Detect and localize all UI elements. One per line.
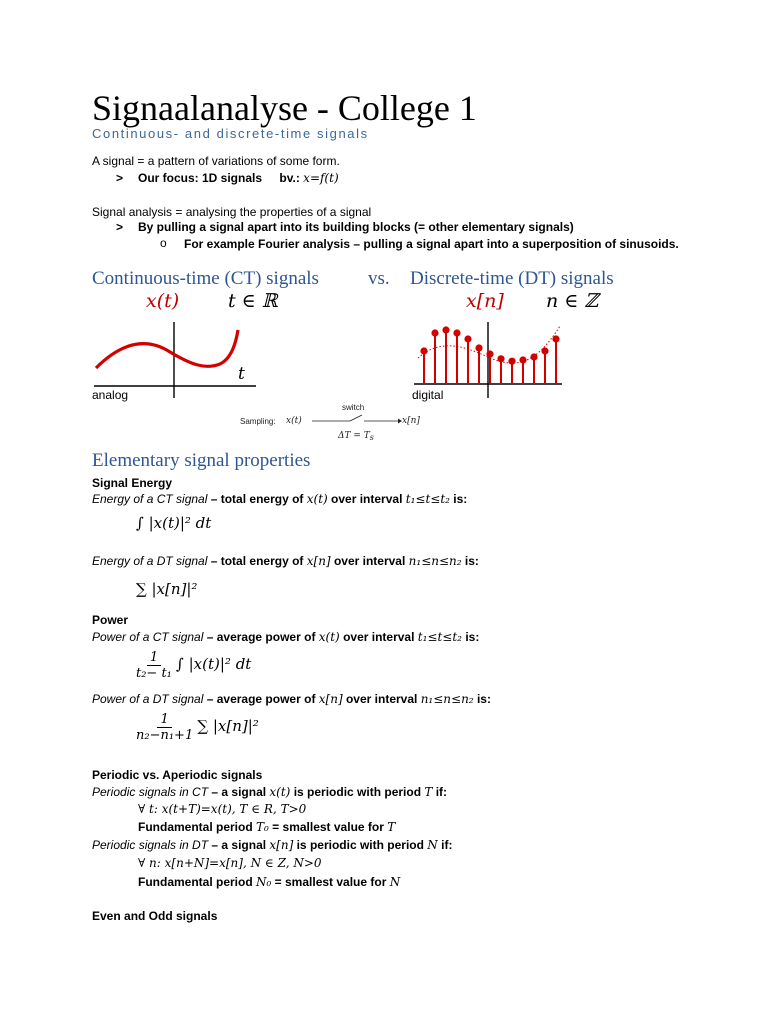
sampling-input: x(t) — [286, 416, 302, 426]
energy-title: Signal Energy — [92, 476, 173, 490]
periodic-dt-fundamental: Fundamental period N₀ = smallest value for N — [138, 875, 401, 889]
energy-ct-formula: ∫ |x(t)|² dt — [136, 514, 212, 532]
periodic-ct-line: Periodic signals in CT – a signal x(t) is periodic with period T if: — [92, 785, 448, 799]
ct-heading: Continuous-time (CT) signals — [92, 268, 319, 289]
dt-sample-point — [552, 335, 559, 342]
power-dt-line: Power of a DT signal – average power of x[n] over interval n₁≤n≤n₂ is: — [92, 692, 491, 706]
dt-sample-point — [420, 347, 427, 354]
dt-sample-point — [464, 335, 471, 342]
page-title: Signaalanalyse - College 1 — [92, 88, 477, 128]
sampling-diagram — [240, 402, 430, 446]
intro-line-2: Signal analysis = analysing the properties of a signal — [92, 205, 372, 219]
ct-signal-label: x(t) — [146, 290, 180, 312]
dt-sample-point — [508, 358, 515, 365]
dt-sample-point — [442, 326, 449, 333]
dt-sample-point — [541, 347, 548, 354]
energy-dt-formula: ∑ |x[n]|² — [136, 580, 198, 598]
dt-signal-label: x[n] — [466, 290, 504, 312]
dt-sample-point — [519, 356, 526, 363]
bullet-1-bv: bv.: — [279, 171, 300, 185]
energy-dt-line: Energy of a DT signal – total energy of x[n] over interval n₁≤n≤n₂ is: — [92, 554, 479, 568]
dt-sample-point — [431, 329, 438, 336]
energy-ct-line: Energy of a CT signal – total energy of x(t) over interval t₁≤t≤t₂ is: — [92, 492, 468, 506]
intro-bullet-2: By pulling a signal apart into its building blocks (= other elementary signals) — [138, 220, 574, 234]
power-dt-formula: $\frac{1}{\text{n₂−n₁+1}}$ ∑ |x[n]|² — [136, 712, 259, 743]
dt-sample-point — [486, 350, 493, 357]
periodic-dt-line: Periodic signals in DT – a signal x[n] is periodic with period N if: — [92, 838, 453, 852]
bullet-arrow-1: > — [116, 171, 124, 185]
dt-sample-point — [453, 329, 460, 336]
bullet-mark-3: o — [160, 236, 167, 250]
sampling-delta: ΔT = Ts — [338, 431, 374, 442]
intro-bullet-1 — [138, 171, 339, 186]
section-heading: Elementary signal properties — [92, 450, 311, 471]
dt-domain-label: n ∈ ℤ — [546, 290, 599, 312]
sampling-output: x[n] — [402, 416, 420, 426]
bullet-1-math: x=f(t) — [303, 171, 339, 185]
intro-line-1: A signal = a pattern of variations of some form. — [92, 154, 340, 168]
ct-domain-label: t ∈ ℝ — [228, 290, 278, 312]
periodic-dt-condition: ∀ n: x[n+N]=x[n], N ∈ Z, N>0 — [138, 856, 322, 870]
periodic-ct-condition: ∀ t: x(t+T)=x(t), T ∈ R, T>0 — [138, 802, 307, 816]
vs-label: vs. — [368, 268, 390, 289]
page-subtitle: Continuous- and discrete-time signals — [92, 126, 369, 141]
sampling-label: Sampling: — [240, 417, 276, 426]
switch-label: switch — [342, 403, 365, 412]
dt-sample-point — [530, 353, 537, 360]
power-title: Power — [92, 613, 129, 627]
even-odd-title: Even and Odd signals — [92, 909, 218, 923]
power-ct-line: Power of a CT signal – average power of x(t) over interval t₁≤t≤t₂ is: — [92, 630, 480, 644]
bullet-arrow-2: > — [116, 220, 124, 234]
dt-sample-point — [497, 355, 504, 362]
switch-icon — [310, 412, 402, 426]
dt-sample-point — [475, 344, 482, 351]
bullet-1-text: Our focus: 1D signals — [138, 171, 263, 185]
ct-axis-label: t — [238, 364, 245, 384]
ct-signal-curve — [96, 330, 238, 368]
dt-heading: Discrete-time (DT) signals — [410, 268, 614, 289]
periodic-ct-fundamental: Fundamental period T₀ = smallest value for T — [138, 820, 396, 834]
digital-label: digital — [412, 388, 444, 402]
periodic-title: Periodic vs. Aperiodic signals — [92, 768, 263, 782]
power-ct-formula: $\frac{1}{\text{t₂− t₁}}$ ∫ |x(t)|² dt — [136, 650, 252, 681]
analog-label: analog — [92, 388, 129, 402]
intro-bullet-3: For example Fourier analysis – pulling a signal apart into a superposition of sinusoids. — [184, 237, 679, 251]
